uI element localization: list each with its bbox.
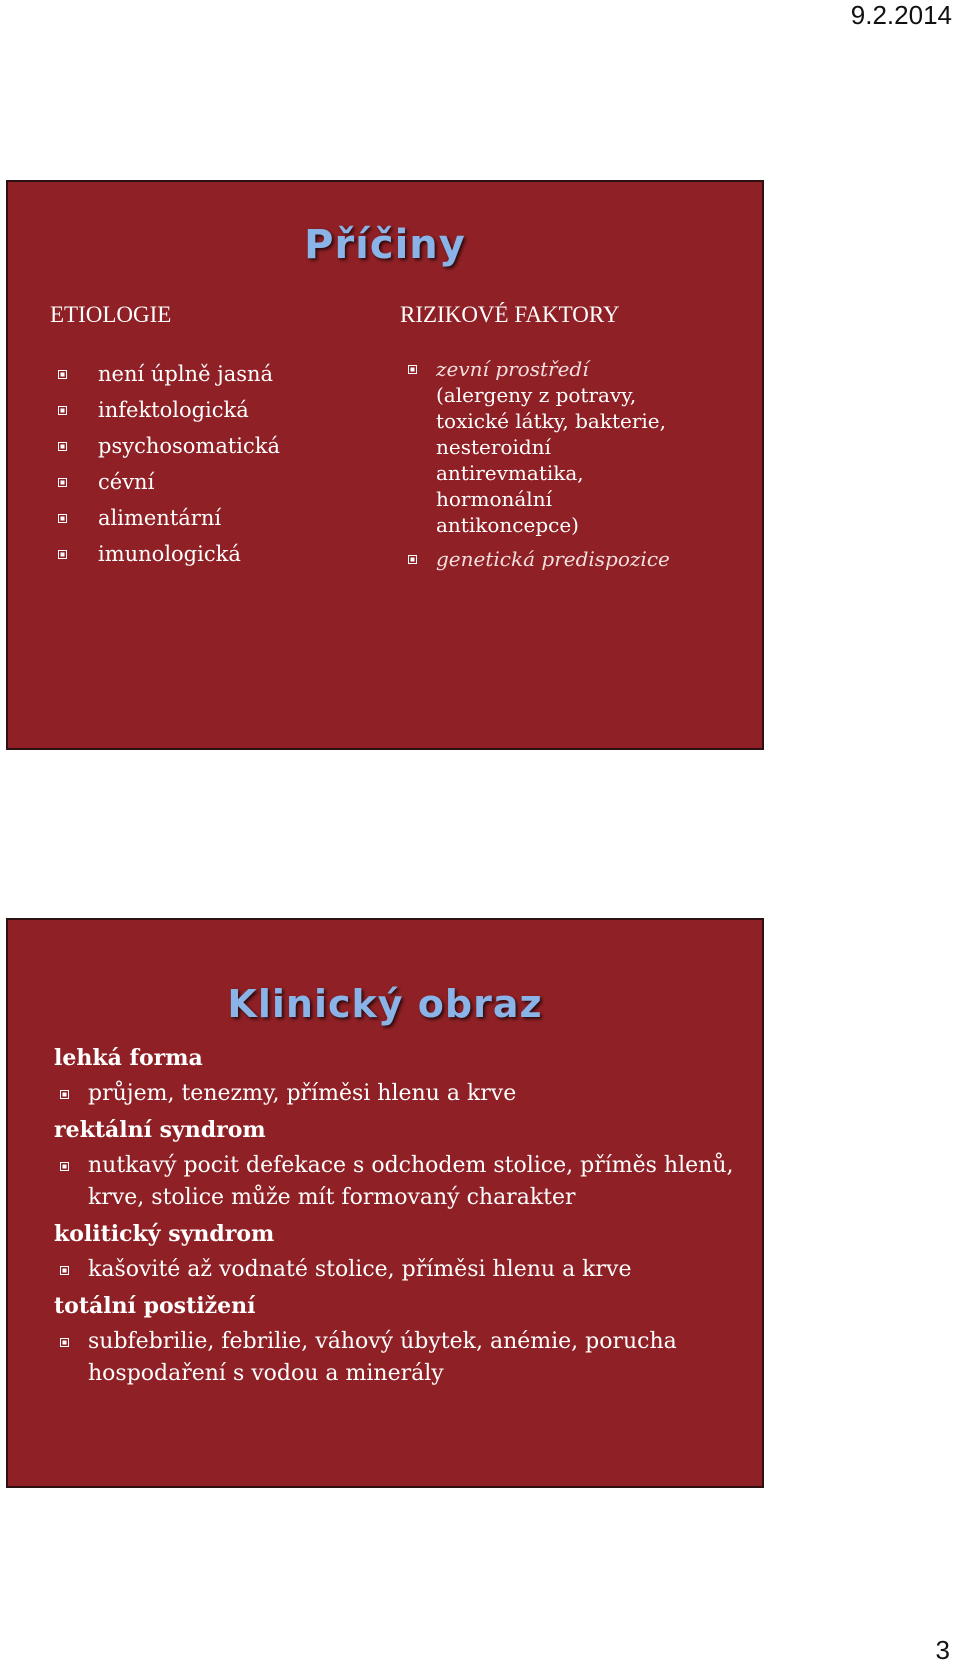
risk-factors-column [400,302,750,572]
section-heading: rektální syndrom [54,1117,266,1143]
etiology-list [50,356,350,572]
bullet-icon [60,1162,69,1171]
list-item: imunologická [50,536,350,572]
risk-detail-line: toxické látky, bakterie, [436,409,666,433]
section-heading: totální postižení [54,1293,256,1319]
bullet-icon [58,514,67,523]
list-item: infektologická [50,392,350,428]
risk-factors-list [400,356,750,572]
list-item: cévní [50,464,350,500]
section-list [54,1326,744,1390]
risk-detail-line: antikoncepce) [436,513,579,537]
list-item: není úplně jasná [50,356,350,392]
list-item: kašovité až vodnaté stolice, příměsi hlenu a krve [54,1254,744,1286]
bullet-icon [58,442,67,451]
section-heading: lehká forma [54,1045,203,1071]
section-heading: kolitický syndrom [54,1221,275,1247]
risk-factors-heading: RIZIKOVÉ FAKTORY [400,302,620,327]
list-item: psychosomatická [50,428,350,464]
document-date: 9.2.2014 [850,0,952,30]
risk-detail-line: nesteroidní [436,435,551,459]
slide-title: Klinický obraz [227,982,543,1026]
bullet-icon [58,406,67,415]
risk-detail-line: antirevmatika, [436,461,584,485]
bullet-icon [60,1266,69,1275]
bullet-icon [58,478,67,487]
section-list [54,1254,744,1286]
risk-detail-line: hormonální [436,487,552,511]
bullet-icon [60,1090,69,1099]
list-item: průjem, tenezmy, příměsi hlenu a krve [54,1078,744,1110]
bullet-icon [408,365,417,374]
section-list [54,1078,744,1110]
list-item [400,546,750,572]
bullet-icon [60,1338,69,1347]
etiology-column [50,302,350,572]
risk-detail-line: (alergeny z potravy, [436,383,637,407]
slide-clinical-picture [6,918,764,1488]
page-number: 3 [935,1635,950,1665]
slide-causes [6,180,764,750]
list-item: subfebrilie, febrilie, váhový úbytek, anémie, porucha hospodaření s vodou a minerály [54,1326,744,1390]
clinical-content [54,1038,744,1394]
bullet-icon [58,370,67,379]
section-list [54,1150,744,1214]
risk-factor-environment: zevní prostředí [436,357,589,381]
list-item [400,356,750,538]
slide-title: Příčiny [304,222,466,268]
list-item: alimentární [50,500,350,536]
bullet-icon [408,555,417,564]
risk-factor-genetic: genetická predispozice [436,547,670,571]
list-item: nutkavý pocit defekace s odchodem stolice, příměs hlenů, krve, stolice může mít formovaný charakter [54,1150,744,1214]
etiology-heading: ETIOLOGIE [50,302,172,327]
bullet-icon [58,550,67,559]
